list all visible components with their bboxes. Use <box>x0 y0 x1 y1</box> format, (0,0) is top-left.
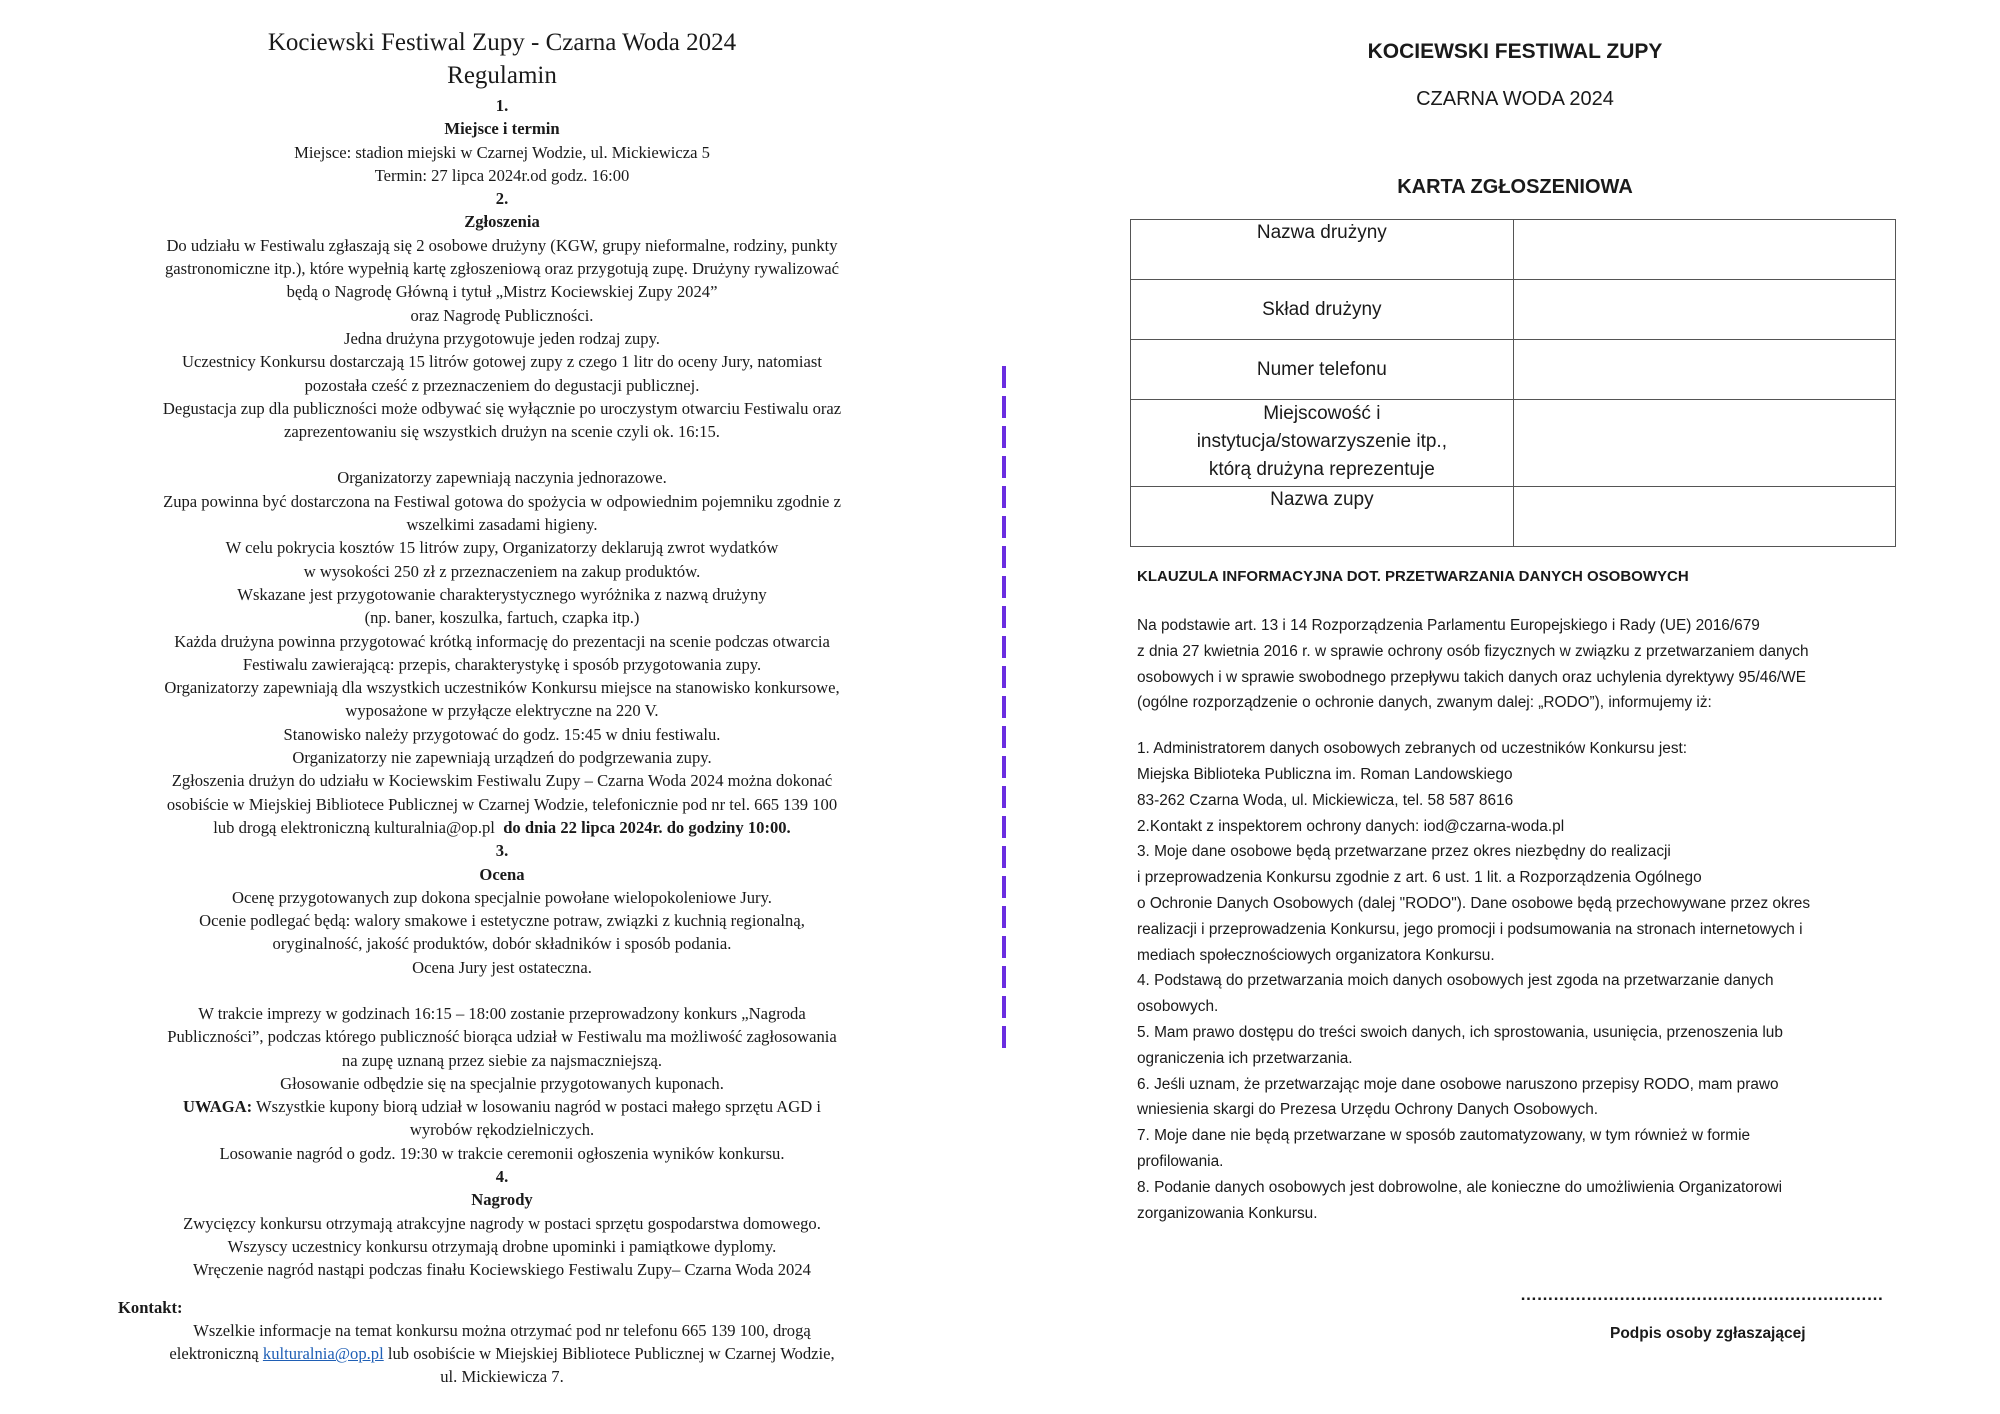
text-line: Publiczności”, podczas którego publiczność biorąca udział w Festiwalu ma możliwość zagłosowania <box>167 1027 837 1047</box>
text-line: Organizatorzy nie zapewniają urządzeń do podgrzewania zupy. <box>292 748 712 768</box>
text-line: Stanowisko należy przygotować do godz. 15:45 w dniu festiwalu. <box>283 724 721 744</box>
text-line: osobiście w Miejskiej Bibliotece Publicznej w Czarnej Wodzie, telefonicznie pod nr tel. 665 139 100 <box>166 794 838 814</box>
email-link[interactable]: kulturalnia@op.pl <box>262 1344 384 1364</box>
text-line: Do udziału w Festiwalu zgłaszają się 2 osobowe drużyny (KGW, grupy nieformalne, rodziny, punkty <box>166 235 838 255</box>
contact-line: ul. Mickiewicza 7. <box>440 1367 564 1387</box>
text-line: Jedna drużyna przygotowuje jeden rodzaj zupy. <box>344 328 660 348</box>
application-form-table <box>1130 219 1896 547</box>
signature-label: Podpis osoby zgłaszającej <box>1610 1325 1806 1342</box>
form-label: Nazwa zupy <box>1131 487 1514 547</box>
text-line: Uczestnicy Konkursu dostarczają 15 litrów gotowej zupy z czego 1 litr do oceny Jury, natomiast <box>182 352 822 372</box>
form-label-multiline <box>1131 400 1514 487</box>
text-line: Głosowanie odbędzie się na specjalnie przygotowanych kuponach. <box>280 1073 724 1093</box>
section-number: 2. <box>495 189 509 209</box>
text-line: Degustacja zup dla publiczności może odbywać się wyłącznie po uroczystym otwarciu Festiwalu oraz <box>162 398 842 418</box>
text-line: wyposażone w przyłącze elektryczne na 220 V. <box>345 701 659 721</box>
text-line: będą o Nagrodę Główną i tytuł „Mistrz Kociewskiej Zupy 2024” <box>286 282 718 302</box>
form-title: KARTA ZGŁOSZENIOWA <box>1397 176 1633 198</box>
text-line: Organizatorzy zapewniają naczynia jednorazowe. <box>337 468 667 488</box>
regulations-subtitle: Regulamin <box>447 62 557 89</box>
form-label-line: instytucja/stowarzyszenie itp., <box>1196 431 1447 452</box>
form-label: Nazwa drużyny <box>1131 220 1514 280</box>
clause-points <box>1137 736 1899 1226</box>
section-number: 4. <box>495 1167 509 1187</box>
text-line: pozostała cześć z przeznaczeniem do degustacji publicznej. <box>304 375 700 395</box>
form-field-soup-name[interactable] <box>1513 487 1895 547</box>
clause-intro <box>1137 613 1899 716</box>
text-line: (np. baner, koszulka, fartuch, czapka itp.) <box>364 608 640 628</box>
clause-body <box>1137 613 1899 1226</box>
deadline-line: lub drogą elektroniczną kulturalnia@op.pl do dnia 22 lipca 2024r. do godziny 10:00. <box>213 817 791 837</box>
text-line: Organizatorzy zapewniają dla wszystkich uczestników Konkursu miejsce na stanowisko konkursowe, <box>164 678 840 698</box>
section-heading: Nagrody <box>471 1190 533 1210</box>
form-row <box>1131 400 1896 487</box>
text-line: Ocenie podlegać będą: walory smakowe i estetyczne potraw, związki z kuchnią regionalną, <box>199 911 805 931</box>
form-label: Skład drużyny <box>1131 280 1514 340</box>
text-line: 4. Podstawą do przetwarzania moich danych osobowych jest zgoda na przetwarzanie danych <box>1137 972 1774 990</box>
section-2-body-a <box>118 234 886 444</box>
section-heading: Miejsce i termin <box>444 119 560 139</box>
spacer <box>1137 716 1899 736</box>
text-line: Ocena Jury jest ostateczna. <box>412 957 592 977</box>
form-field-team-name[interactable] <box>1513 220 1895 280</box>
contact-heading: Kontakt: <box>118 1297 183 1317</box>
form-field-locality-institution[interactable] <box>1513 400 1895 487</box>
text-line: Zwycięzcy konkursu otrzymają atrakcyjne nagrody w postaci sprzętu gospodarstwa domowego. <box>183 1213 821 1233</box>
text-line: zaprezentowaniu się wszystkich drużyn na scenie czyli ok. 16:15. <box>284 422 720 442</box>
form-row <box>1131 487 1896 547</box>
text-line: oraz Nagrodę Publiczności. <box>410 305 594 325</box>
text-line: o Ochronie Danych Osobowych (dalej "RODO"). Dane osobowe będą przechowywane przez okres <box>1137 894 1811 912</box>
page-divider <box>1002 366 1006 1056</box>
text-line: i przeprowadzenia Konkursu zgodnie z art. 6 ust. 1 lit. a Rozporządzenia Ogólnego <box>1137 869 1702 887</box>
text-line: 3. Moje dane osobowe będą przetwarzane przez okres niezbędny do realizacji <box>1137 843 1671 861</box>
text-line: Na podstawie art. 13 i 14 Rozporządzenia Parlamentu Europejskiego i Rady (UE) 2016/679 <box>1137 617 1760 634</box>
deadline-text: do dnia 22 lipca 2024r. do godziny 10:00. <box>503 817 791 837</box>
text-line: Miejsce: stadion miejski w Czarnej Wodzie, ul. Mickiewicza 5 <box>294 142 710 162</box>
form-field-phone[interactable] <box>1513 340 1895 400</box>
form-field-team-members[interactable] <box>1513 280 1895 340</box>
text-line: gastronomiczne itp.), które wypełnią kartę zgłoszeniową oraz przygotują zupę. Drużyny rywalizować <box>164 259 840 279</box>
text-line: zorganizowania Konkursu. <box>1137 1204 1318 1222</box>
text-line: ograniczenia ich przetwarzania. <box>1137 1049 1353 1067</box>
text-line: 6. Jeśli uznam, że przetwarzając moje dane osobowe naruszono przepisy RODO, mam prawo <box>1137 1075 1779 1093</box>
section-number: 3. <box>495 841 509 861</box>
text-line: Festiwalu zawierającą: przepis, charakterystykę i sposób przygotowania zupy. <box>242 654 762 674</box>
text-line: W celu pokrycia kosztów 15 litrów zupy, Organizatorzy deklarują zwrot wydatków <box>225 538 779 558</box>
section-heading: Zgłoszenia <box>464 212 540 232</box>
text-line: w wysokości 250 zł z przeznaczeniem na zakup produktów. <box>303 561 701 581</box>
section-number: 1. <box>495 96 509 115</box>
section-heading: Ocena <box>479 864 525 884</box>
text-line: 1. Administratorem danych osobowych zebranych od uczestników Konkursu jest: <box>1137 740 1688 758</box>
form-page-subtitle: CZARNA WODA 2024 <box>1416 88 1614 110</box>
text-line: Zupa powinna być dostarczona na Festiwal gotowa do spożycia w odpowiednim pojemniku zgodnie z <box>163 491 841 511</box>
text-line: (ogólne rozporządzenie o ochronie danych, zwanym dalej: „RODO”), informujemy iż: <box>1137 694 1712 712</box>
section-1-body <box>118 141 886 188</box>
text-line: Każda drużyna powinna przygotować krótką informację do prezentacji na scenie podczas otwarcia <box>174 631 830 651</box>
text-line: profilowania. <box>1137 1152 1224 1170</box>
form-page-title: KOCIEWSKI FESTIWAL ZUPY <box>1367 40 1663 63</box>
form-row <box>1131 340 1896 400</box>
form-label-line: którą drużyna reprezentuje <box>1208 459 1435 480</box>
text-line: Wręczenie nagród nastąpi podczas finału Kociewskiego Festiwalu Zupy– Czarna Woda 2024 <box>193 1260 811 1280</box>
text-line: Wszyscy uczestnicy konkursu otrzymają drobne upominki i pamiątkowe dyplomy. <box>227 1236 777 1256</box>
text-line: 7. Moje dane nie będą przetwarzane w sposób zautomatyzowany, w tym również w formie <box>1137 1127 1751 1145</box>
text-line: Termin: 27 lipca 2024r.od godz. 16:00 <box>374 165 630 185</box>
section-2-body-b <box>118 466 886 815</box>
form-row <box>1131 280 1896 340</box>
section-3-body-b <box>118 1002 886 1095</box>
text-line: na zupę uznaną przez siebie za najsmaczniejszą. <box>341 1050 663 1070</box>
spacer <box>118 979 886 1002</box>
text-line: oryginalność, jakość produktów, dobór składników i sposób podania. <box>272 934 732 954</box>
text-line: Ocenę przygotowanych zup dokona specjalnie powołane wielopokoleniowe Jury. <box>232 887 772 907</box>
form-label-line: Miejscowość i <box>1263 403 1381 424</box>
text-line: wniesienia skargi do Prezesa Urzędu Ochrony Danych Osobowych. <box>1137 1101 1599 1119</box>
text-line: mediach społecznościowych organizatora Konkursu. <box>1137 946 1495 964</box>
signature-line[interactable]: ………………………………………………………… <box>1520 1285 1883 1304</box>
text-line: 5. Mam prawo dostępu do treści swoich danych, ich sprostowania, usunięcia, przenoszenia lub <box>1137 1023 1783 1041</box>
spacer <box>118 443 886 466</box>
form-row <box>1131 220 1896 280</box>
regulations-title: Kociewski Festiwal Zupy - Czarna Woda 2024 <box>267 29 737 56</box>
contact-line: elektroniczną kulturalnia@op.pl lub osobiście w Miejskiej Bibliotece Publicznej w Czarnej Wodzie, <box>169 1344 835 1364</box>
text-line: realizacji i przeprowadzenia Konkursu, jego promocji i podsumowania na stronach internetowych i <box>1137 920 1803 938</box>
text-line: 8. Podanie danych osobowych jest dobrowolne, ale konieczne do umożliwienia Organizatorowi <box>1137 1178 1783 1196</box>
text-line: osobowych i w sprawie swobodnego przepływu takich danych oraz uchylenia dyrektywy 95/46/WE <box>1137 668 1806 686</box>
text-line: Miejska Biblioteka Publiczna im. Roman Landowskiego <box>1137 765 1513 783</box>
form-label: Numer telefonu <box>1131 340 1514 400</box>
text-line: Wskazane jest przygotowanie charakterystycznego wyróżnika z nazwą drużyny <box>237 584 767 604</box>
uwaga-label: UWAGA: <box>183 1097 253 1117</box>
section-3-body-a <box>118 886 886 979</box>
text-line: 83-262 Czarna Woda, ul. Mickiewicza, tel. 58 587 8616 <box>1137 791 1514 809</box>
clause-heading: KLAUZULA INFORMACYJNA DOT. PRZETWARZANIA DANYCH OSOBOWYCH <box>1137 568 1689 585</box>
text-line: Zgłoszenia drużyn do udziału w Kociewskim Festiwalu Zupy – Czarna Woda 2024 można dokonać <box>171 771 833 791</box>
text-line: W trakcie imprezy w godzinach 16:15 – 18:00 zostanie przeprowadzony konkurs „Nagroda <box>198 1003 806 1023</box>
text-line: wszelkimi zasadami higieny. <box>406 515 598 535</box>
text-line: osobowych. <box>1137 998 1219 1016</box>
text-line: 2.Kontakt z inspektorem ochrony danych: iod@czarna-woda.pl <box>1137 817 1565 835</box>
contact-line: Wszelkie informacje na temat konkursu można otrzymać pod nr telefonu 665 139 100, drogą <box>193 1320 811 1340</box>
regulations-page <box>118 26 886 1389</box>
text-line: Losowanie nagród o godz. 19:30 w trakcie ceremonii ogłoszenia wyników konkursu. <box>219 1143 785 1163</box>
section-3-body-c <box>118 1118 886 1165</box>
section-4-body <box>118 1212 886 1282</box>
uwaga-line: UWAGA: Wszystkie kupony biorą udział w losowaniu nagród w postaci małego sprzętu AGD i <box>183 1097 821 1117</box>
text-line: z dnia 27 kwietnia 2016 r. w sprawie ochrony osób fizycznych w związku z przetwarzaniem danych <box>1137 642 1809 660</box>
text-line: wyrobów rękodzielniczych. <box>409 1120 595 1140</box>
